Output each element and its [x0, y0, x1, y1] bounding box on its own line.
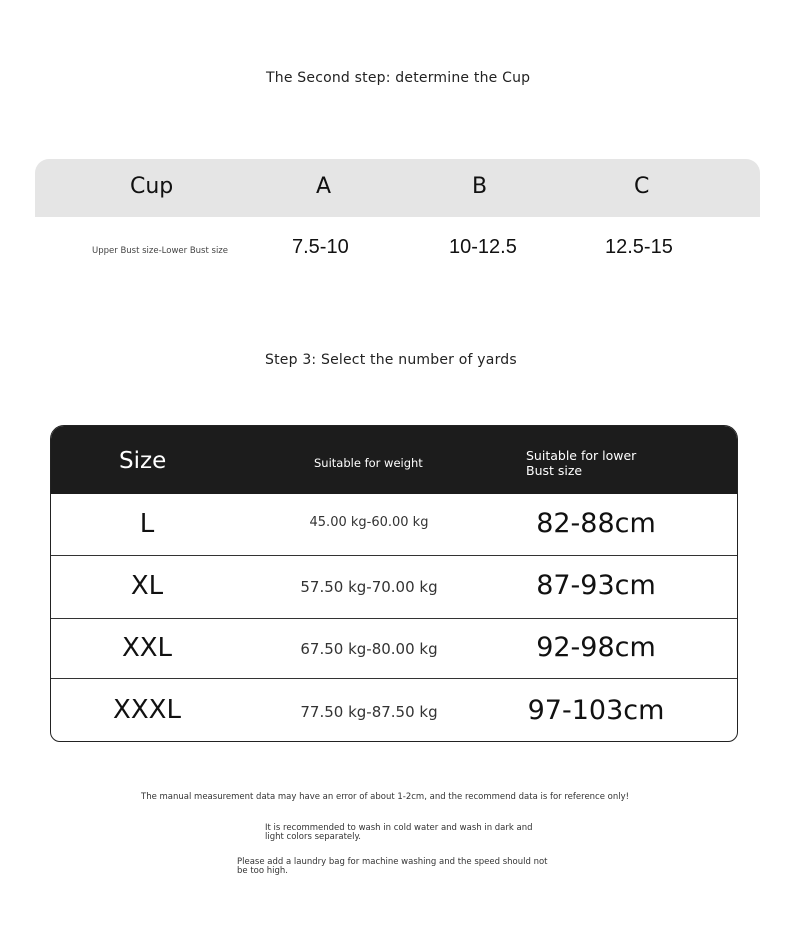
step2-title: The Second step: determine the Cup	[266, 70, 531, 86]
bust-cell: 87-93cm	[536, 570, 656, 601]
weight-header: Suitable for weight	[314, 456, 423, 470]
step3-title: Step 3: Select the number of yards	[265, 352, 517, 368]
cup-value-c: 12.5-15	[605, 236, 673, 258]
weight-cell: 67.50 kg-80.00 kg	[300, 640, 438, 658]
bust-cell: 82-88cm	[536, 508, 656, 539]
weight-cell: 57.50 kg-70.00 kg	[300, 578, 438, 596]
size-header: Size	[119, 448, 167, 474]
size-cell: XXXL	[113, 695, 181, 725]
note-laundry-bag: Please add a laundry bag for machine washing and the speed should not be too high.	[237, 857, 548, 876]
table-row	[51, 494, 737, 556]
size-table	[50, 425, 738, 742]
cup-value-a: 7.5-10	[292, 236, 349, 258]
bust-cell: 92-98cm	[536, 632, 656, 663]
note-wash-cold: It is recommended to wash in cold water and wash in dark and light colors separately.	[265, 823, 533, 842]
note-measurement-error: The manual measurement data may have an error of about 1-2cm, and the recommend data is for reference only!	[141, 792, 630, 802]
cup-header-c: C	[634, 174, 650, 199]
cup-header-label: Cup	[130, 174, 174, 199]
size-cell: XXL	[121, 633, 173, 663]
cup-value-b: 10-12.5	[449, 236, 517, 258]
size-cell: L	[139, 509, 155, 539]
cup-row-label: Upper Bust size-Lower Bust size	[92, 246, 228, 256]
table-row	[51, 678, 737, 742]
weight-cell: 77.50 kg-87.50 kg	[300, 703, 438, 721]
cup-header-a: A	[316, 174, 332, 199]
bust-cell: 97-103cm	[527, 695, 665, 726]
table-row	[51, 618, 737, 679]
table-row	[51, 555, 737, 618]
bust-header: Suitable for lower Bust size	[526, 448, 637, 478]
size-cell: XL	[130, 571, 164, 601]
cup-header-b: B	[472, 174, 488, 199]
weight-cell: 45.00 kg-60.00 kg	[309, 515, 429, 530]
size-table-header	[51, 426, 737, 494]
